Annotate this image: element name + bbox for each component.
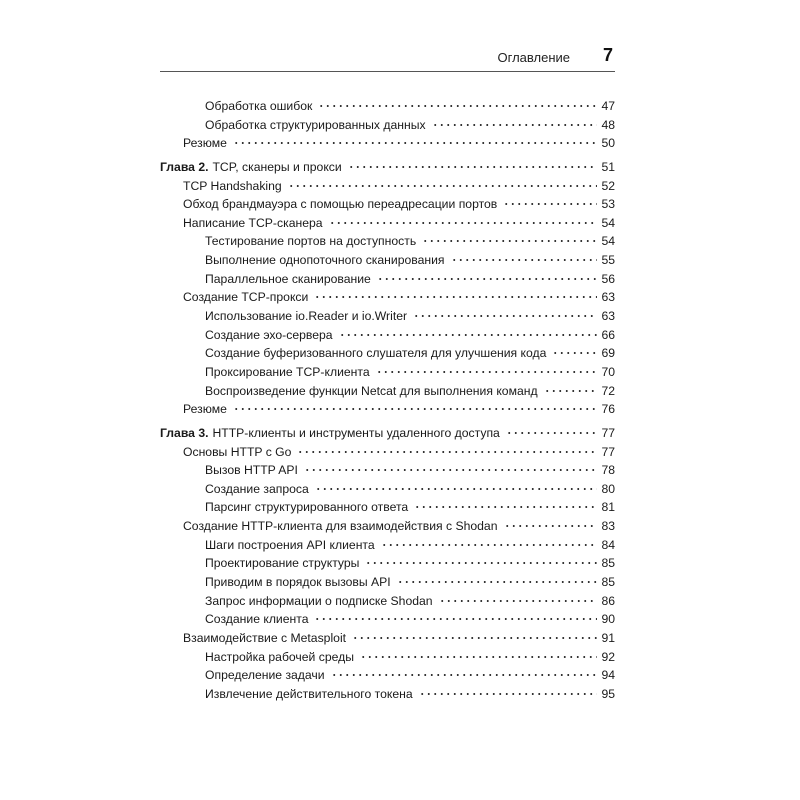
header-rule: [160, 71, 615, 72]
toc-entry: [160, 382, 615, 401]
toc-entry: [160, 363, 615, 382]
toc-entry-page: 81: [601, 500, 615, 515]
toc-entry-page: 77: [601, 444, 615, 459]
toc-entry-page: 85: [601, 556, 615, 571]
toc-entry: [160, 573, 615, 592]
toc-entry-page: 86: [601, 593, 615, 608]
toc-entry-label: Создание клиента: [205, 612, 309, 627]
toc-entry-page: 85: [601, 575, 615, 590]
dot-leader: [552, 348, 597, 358]
toc-entry-label: Приводим в порядок вызовы API: [205, 575, 391, 590]
toc-entry: [160, 685, 615, 704]
toc-entry: [160, 134, 615, 153]
dot-leader: [352, 633, 597, 643]
toc-entry-page: 54: [601, 234, 615, 249]
toc-entry: [160, 97, 615, 116]
toc-entry-page: 52: [601, 178, 615, 193]
toc-entry: [160, 536, 615, 555]
toc-entry: [160, 666, 615, 685]
toc-entry-page: 76: [601, 402, 615, 417]
toc-entry: [160, 326, 615, 345]
dot-leader: [377, 274, 597, 284]
chapter-prefix: Глава 3.: [160, 425, 209, 440]
toc-entry-page: 51: [601, 159, 615, 174]
toc-entry-label: Резюме: [183, 136, 227, 151]
toc-entry-label: Создание HTTP-клиента для взаимодействия с Shodan: [183, 519, 498, 534]
toc-entry: [160, 116, 615, 135]
toc-entry-label: Шаги построения API клиента: [205, 537, 375, 552]
toc-entry: [160, 461, 615, 480]
toc-entry-label: Настройка рабочей среды: [205, 649, 355, 664]
toc-entry-label: TCP Handshaking: [183, 178, 282, 193]
dot-leader: [304, 465, 597, 475]
toc-entry-label: Тестирование портов на доступность: [205, 234, 417, 249]
dot-leader: [506, 428, 597, 438]
dot-leader: [503, 199, 597, 209]
toc-entry-page: 90: [601, 612, 615, 627]
chapter-prefix: Глава 2.: [160, 159, 209, 174]
toc-entry-label: Обработка ошибок: [205, 99, 313, 113]
toc-entry-page: 84: [601, 537, 615, 552]
toc-entry-page: 63: [601, 309, 615, 324]
dot-leader: [329, 218, 597, 228]
toc-entry-label: Создание эхо-сервера: [205, 327, 333, 342]
toc-entry: [160, 480, 615, 499]
toc-entry-page: 48: [601, 117, 615, 132]
toc-entry: [160, 517, 615, 536]
toc-entry-label: Создание TCP-прокси: [183, 290, 309, 305]
dot-leader: [233, 404, 597, 414]
dot-leader: [422, 236, 597, 246]
dot-leader: [432, 120, 597, 130]
toc-entry-page: 95: [601, 686, 615, 701]
toc-entry-label: Взаимодействие с Metasploit: [183, 630, 347, 645]
toc-entry-label: TCP, сканеры и прокси: [212, 159, 342, 174]
toc-entry-page: 66: [601, 327, 615, 342]
toc-entry: [160, 232, 615, 251]
toc-entry-label: Использование io.Reader и io.Writer: [205, 309, 408, 324]
running-header: [160, 44, 615, 72]
toc-entry-page: 56: [601, 271, 615, 286]
toc-entry: [160, 610, 615, 629]
toc-entry: [160, 400, 615, 419]
toc-entry-label: Обход брандмауэра с помощью переадресации портов: [183, 197, 498, 212]
dot-leader: [451, 255, 597, 265]
toc-entry-page: 77: [601, 425, 615, 440]
toc-entry: [160, 648, 615, 667]
toc-entry: [160, 270, 615, 289]
toc-entry-page: 55: [601, 253, 615, 268]
toc-entry-page: 92: [601, 649, 615, 664]
toc-entry-label: Резюме: [183, 402, 227, 417]
dot-leader: [414, 502, 597, 512]
toc-entry-label: Параллельное сканирование: [205, 271, 371, 286]
dot-leader: [419, 689, 597, 699]
toc-entry-label: Вызов HTTP API: [205, 463, 298, 478]
toc-entry-page: 69: [601, 346, 615, 361]
dot-leader: [339, 330, 597, 340]
toc-entry: [160, 251, 615, 270]
toc-entry-page: 47: [601, 99, 615, 113]
toc-entry-page: 94: [601, 668, 615, 683]
toc-entry: [160, 344, 615, 363]
dot-leader: [381, 540, 597, 550]
toc-entry: [160, 288, 615, 307]
toc-entry-page: 80: [601, 481, 615, 496]
dot-leader: [365, 558, 597, 568]
toc-entry-label: Обработка структурированных данных: [205, 117, 426, 132]
dot-leader: [544, 386, 597, 396]
toc-entry-page: 91: [601, 630, 615, 645]
dot-leader: [397, 577, 597, 587]
dot-leader: [297, 447, 597, 457]
toc-entry: [160, 443, 615, 462]
dot-leader: [504, 521, 598, 531]
toc-entry-label: Парсинг структурированного ответа: [205, 500, 409, 515]
toc-entry-label: Основы HTTP с Go: [183, 444, 292, 459]
dot-leader: [314, 292, 597, 302]
toc-entry-label: Создание запроса: [205, 481, 309, 496]
toc-entry: [160, 307, 615, 326]
toc-entry: [160, 592, 615, 611]
dot-leader: [360, 652, 597, 662]
toc-entry: [160, 195, 615, 214]
toc-entry-page: 78: [601, 463, 615, 478]
toc-entry-label: HTTP-клиенты и инструменты удаленного доступа: [212, 425, 500, 440]
dot-leader: [233, 138, 597, 148]
dot-leader: [348, 162, 597, 172]
toc-entry-page: 70: [601, 364, 615, 379]
page-number: 7: [602, 45, 613, 65]
dot-leader: [315, 484, 597, 494]
toc-entry-label: Создание буферизованного слушателя для улучшения кода: [205, 346, 547, 361]
toc-entry-page: 83: [601, 519, 615, 534]
dot-leader: [413, 311, 597, 321]
toc-entry-label: Извлечение действительного токена: [205, 686, 413, 701]
toc-entry: [160, 629, 615, 648]
toc-entry-label: Определение задачи: [205, 668, 325, 683]
toc-entry-page: 72: [601, 383, 615, 398]
toc-entry-page: 53: [601, 197, 615, 212]
toc-entry: [160, 214, 615, 233]
table-of-contents: [160, 97, 615, 704]
dot-leader: [314, 614, 597, 624]
dot-leader: [331, 670, 597, 680]
toc-entry-page: 54: [601, 215, 615, 230]
dot-leader: [376, 367, 597, 377]
dot-leader: [288, 181, 597, 191]
toc-entry-page: 63: [601, 290, 615, 305]
dot-leader: [439, 596, 597, 606]
toc-chapter-entry: [160, 158, 615, 177]
toc-entry-label: Проектирование структуры: [205, 556, 360, 571]
toc-entry: [160, 554, 615, 573]
toc-chapter-entry: [160, 424, 615, 443]
toc-entry: [160, 498, 615, 517]
toc-entry-page: 50: [601, 136, 615, 151]
toc-entry-label: Проксирование TCP-клиента: [205, 364, 370, 379]
running-header-title: Оглавление: [497, 50, 570, 65]
toc-entry-label: Выполнение однопоточного сканирования: [205, 253, 445, 268]
toc-entry: [160, 177, 615, 196]
toc-entry-label: Воспроизведение функции Netcat для выполнения команд: [205, 383, 538, 398]
dot-leader: [318, 101, 597, 111]
toc-entry-label: Запрос информации о подписке Shodan: [205, 593, 433, 608]
toc-entry-label: Написание TCP-сканера: [183, 215, 323, 230]
